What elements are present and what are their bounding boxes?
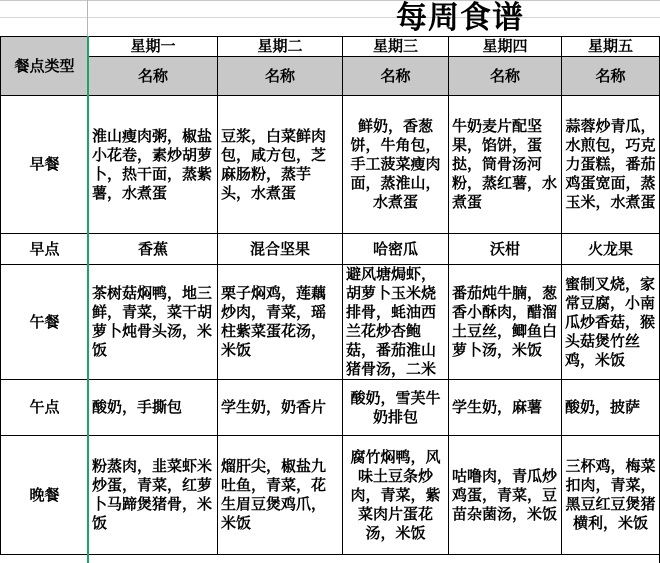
name-header: 名称 [89,57,218,96]
gridline [87,0,88,36]
page-title: 每周食谱 [396,0,524,36]
gridline [0,0,660,1]
day-header-wed: 星期三 [343,37,449,57]
dish-cell: 豆浆，白菜鲜肉包，咸方包，芝麻肠粉，蒸芋头，水煮蛋 [218,96,343,234]
title-band [0,0,660,36]
dish-cell: 香蕉 [89,234,218,265]
meal-type-cell: 午餐 [1,265,89,380]
dish-cell: 三杯鸡，梅菜扣肉，青菜，黑豆红豆煲猪横利，米饭 [562,436,660,555]
day-header-thu: 星期四 [449,37,562,57]
table-row-lunch [1,265,660,380]
dish-cell: 学生奶，麻薯 [449,380,562,436]
dish-cell: 火龙果 [562,234,660,265]
selection-column-border [87,36,89,563]
table-row-morning-snack [1,234,660,265]
weekly-menu-table [0,36,660,555]
name-header: 名称 [218,57,343,96]
dish-cell: 咕噜肉，青瓜炒鸡蛋，青菜，豆苗杂菌汤，米饭 [449,436,562,555]
day-header-fri: 星期五 [562,37,660,57]
name-header: 名称 [562,57,660,96]
table-row-afternoon-snack [1,380,660,436]
meal-type-cell: 晚餐 [1,436,89,555]
meal-type-cell: 早餐 [1,96,89,234]
dish-cell: 酸奶，雪芙牛奶排包 [343,380,449,436]
dish-cell: 避风塘焗虾，胡萝卜玉米烧排骨，蚝油西兰花炒杏鲍菇，番茄淮山猪骨汤，二米 [343,265,449,380]
dish-cell: 熘肝尖，椒盐九吐鱼，青菜，花生眉豆煲鸡爪，米饭 [218,436,343,555]
dish-cell: 番茄炖牛腩，葱香小酥肉，醋溜土豆丝，鲫鱼白萝卜汤，米饭 [449,265,562,380]
dish-cell: 鲜奶，香葱饼，牛角包，手工菠菜瘦肉面，蒸淮山，水煮蛋 [343,96,449,234]
dish-cell: 哈密瓜 [343,234,449,265]
meal-type-header: 餐点类型 [1,37,89,96]
day-header-tue: 星期二 [218,37,343,57]
dish-cell: 腐竹焖鸭，风味土豆条炒肉，青菜，紫菜肉片蛋花汤，米饭 [343,436,449,555]
name-header: 名称 [343,57,449,96]
name-header: 名称 [449,57,562,96]
header-row-days [1,37,660,57]
dish-cell: 粉蒸肉，韭菜虾米炒蛋，青菜，红萝卜马蹄煲猪骨，米饭 [89,436,218,555]
dish-cell: 栗子焖鸡，莲藕炒肉，青菜，瑶柱紫菜蛋花汤，米饭 [218,265,343,380]
table-row-dinner [1,436,660,555]
dish-cell: 酸奶，披萨 [562,380,660,436]
meal-type-cell: 午点 [1,380,89,436]
dish-cell: 淮山瘦肉粥，椒盐小花卷，素炒胡萝卜，热干面，蒸紫薯，水煮蛋 [89,96,218,234]
header-row-names [1,57,660,96]
dish-cell: 学生奶，奶香片 [218,380,343,436]
day-header-mon: 星期一 [89,37,218,57]
gridline [0,17,660,18]
table-row-breakfast [1,96,660,234]
dish-cell: 蜜制叉烧，家常豆腐，小南瓜炒香菇，猴头菇煲竹丝鸡，米饭 [562,265,660,380]
dish-cell: 茶树菇焖鸭，地三鲜，青菜，菜干胡萝卜炖骨头汤，米饭 [89,265,218,380]
dish-cell: 混合坚果 [218,234,343,265]
meal-type-cell: 早点 [1,234,89,265]
dish-cell: 牛奶麦片配坚果，馅饼，蛋挞，筒骨汤河粉，蒸红薯，水煮蛋 [449,96,562,234]
dish-cell: 蒜蓉炒青瓜，水煎包，巧克力蛋糕，番茄鸡蛋宽面，蒸玉米，水煮蛋 [562,96,660,234]
dish-cell: 沃柑 [449,234,562,265]
dish-cell: 酸奶，手撕包 [89,380,218,436]
